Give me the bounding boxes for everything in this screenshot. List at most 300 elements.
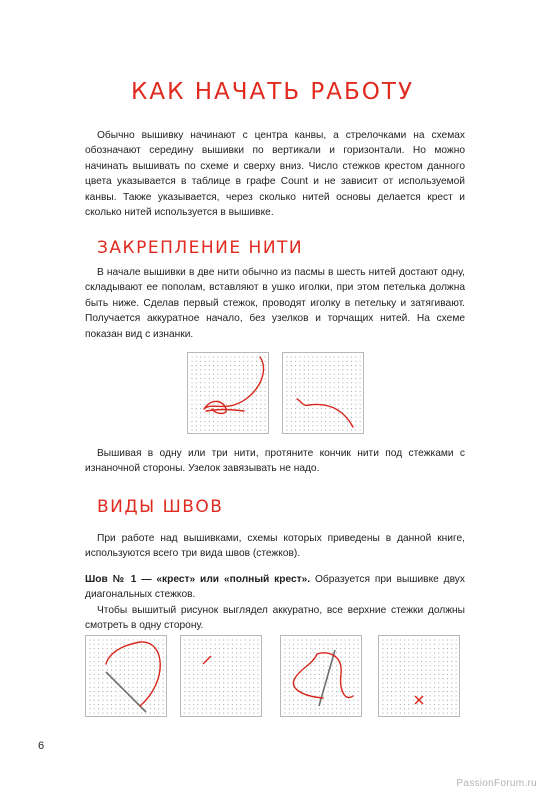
grid-dot — [252, 430, 253, 431]
grid-dot — [299, 361, 300, 362]
grid-dot — [336, 704, 337, 705]
grid-dot — [308, 399, 309, 400]
grid-dot — [295, 391, 296, 392]
grid-dot — [382, 682, 383, 683]
grid-dot — [358, 682, 359, 683]
grid-dot — [353, 657, 354, 658]
grid-dot — [209, 421, 210, 422]
grid-dot — [252, 408, 253, 409]
grid-dot — [327, 691, 328, 692]
grid-dot — [417, 657, 418, 658]
grid-dot — [317, 365, 318, 366]
grid-dot — [332, 704, 333, 705]
grid-dot — [206, 644, 207, 645]
grid-dot — [204, 361, 205, 362]
grid-dot — [240, 665, 241, 666]
grid-dot — [184, 691, 185, 692]
grid-dot — [253, 695, 254, 696]
grid-dot — [404, 670, 405, 671]
grid-dot — [163, 700, 164, 701]
grid-dot — [430, 674, 431, 675]
grid-dot — [456, 665, 457, 666]
grid-dot — [310, 708, 311, 709]
grid-dot — [234, 356, 235, 357]
grid-dot — [210, 678, 211, 679]
grid-dot — [338, 378, 339, 379]
grid-dot — [338, 374, 339, 375]
grid-dot — [94, 652, 95, 653]
grid-dot — [327, 648, 328, 649]
grid-dot — [336, 713, 337, 714]
grid-dot — [204, 382, 205, 383]
grid-dot — [387, 695, 388, 696]
grid-dot — [245, 674, 246, 675]
grid-dot — [413, 704, 414, 705]
grid-dot — [132, 678, 133, 679]
grid-dot — [332, 695, 333, 696]
grid-dot — [223, 700, 224, 701]
grid-dot — [329, 399, 330, 400]
grid-dot — [230, 395, 231, 396]
grid-dot — [234, 408, 235, 409]
grid-dot — [107, 682, 108, 683]
grid-dot — [355, 378, 356, 379]
grid-dot — [336, 700, 337, 701]
grid-dot — [245, 691, 246, 692]
grid-dot — [358, 700, 359, 701]
grid-dot — [258, 644, 259, 645]
grid-dot — [209, 374, 210, 375]
grid-dot — [252, 425, 253, 426]
grid-dot — [247, 369, 248, 370]
grid-dot — [451, 708, 452, 709]
grid-dot — [284, 700, 285, 701]
grid-dot — [230, 382, 231, 383]
grid-dot — [227, 648, 228, 649]
grid-dot — [226, 417, 227, 418]
grid-dot — [252, 387, 253, 388]
grid-dot — [202, 674, 203, 675]
grid-dot — [200, 425, 201, 426]
grid-dot — [391, 713, 392, 714]
grid-dot — [289, 678, 290, 679]
grid-dot — [304, 430, 305, 431]
grid-dot — [234, 387, 235, 388]
grid-dot — [323, 704, 324, 705]
grid-dot — [245, 687, 246, 688]
grid-dot — [347, 430, 348, 431]
grid-dot — [219, 682, 220, 683]
grid-dot — [265, 430, 266, 431]
grid-dot — [456, 674, 457, 675]
grid-dot — [98, 648, 99, 649]
grid-dot — [447, 678, 448, 679]
grid-dot — [319, 678, 320, 679]
grid-dot — [443, 713, 444, 714]
grid-dot — [94, 665, 95, 666]
grid-dot — [249, 639, 250, 640]
grid-dot — [289, 682, 290, 683]
grid-dot — [413, 691, 414, 692]
grid-dot — [342, 404, 343, 405]
grid-dot — [421, 691, 422, 692]
grid-dot — [319, 687, 320, 688]
grid-dot — [456, 657, 457, 658]
grid-dot — [293, 652, 294, 653]
grid-dot — [323, 695, 324, 696]
grid-dot — [120, 665, 121, 666]
grid-dot — [355, 361, 356, 362]
grid-dot — [438, 652, 439, 653]
grid-dot — [349, 648, 350, 649]
grid-dot — [353, 652, 354, 653]
grid-dot — [213, 430, 214, 431]
grid-dot — [340, 661, 341, 662]
grid-dot — [332, 682, 333, 683]
grid-dot — [191, 408, 192, 409]
grid-dot — [236, 665, 237, 666]
grid-dot — [413, 687, 414, 688]
grid-dot — [351, 361, 352, 362]
grid-dot — [299, 430, 300, 431]
grid-dot — [417, 674, 418, 675]
grid-dot — [258, 682, 259, 683]
grid-dot — [297, 657, 298, 658]
grid-dot — [258, 670, 259, 671]
grid-dot — [202, 661, 203, 662]
grid-dot — [400, 665, 401, 666]
grid-dot — [197, 652, 198, 653]
grid-dot — [247, 412, 248, 413]
grid-dot — [120, 695, 121, 696]
grid-dot — [413, 670, 414, 671]
grid-dot — [215, 682, 216, 683]
grid-dot — [236, 670, 237, 671]
grid-dot — [197, 695, 198, 696]
grid-dot — [210, 639, 211, 640]
grid-dot — [302, 678, 303, 679]
grid-dot — [206, 695, 207, 696]
grid-dot — [382, 639, 383, 640]
grid-dot — [443, 700, 444, 701]
grid-dot — [249, 700, 250, 701]
grid-dot — [312, 421, 313, 422]
grid-dot — [447, 644, 448, 645]
grid-dot — [209, 378, 210, 379]
grid-dot — [141, 700, 142, 701]
grid-dot — [345, 678, 346, 679]
grid-dot — [94, 657, 95, 658]
grid-dot — [297, 665, 298, 666]
grid-dot — [124, 704, 125, 705]
grid-dot — [226, 374, 227, 375]
grid-dot — [120, 661, 121, 662]
grid-dot — [209, 408, 210, 409]
grid-dot — [413, 644, 414, 645]
grid-dot — [421, 682, 422, 683]
grid-dot — [184, 678, 185, 679]
grid-dot — [451, 661, 452, 662]
grid-dot — [223, 670, 224, 671]
grid-dot — [293, 665, 294, 666]
grid-dot — [94, 670, 95, 671]
stitch-step-2-illustration — [181, 636, 261, 716]
grid-dot — [239, 408, 240, 409]
grid-dot — [284, 691, 285, 692]
grid-dot — [111, 652, 112, 653]
grid-dot — [98, 652, 99, 653]
grid-dot — [295, 369, 296, 370]
grid-dot — [349, 661, 350, 662]
grid-dot — [200, 399, 201, 400]
grid-dot — [325, 417, 326, 418]
stitch-step-1-illustration — [86, 636, 166, 716]
grid-dot — [438, 687, 439, 688]
grid-dot — [289, 691, 290, 692]
grid-dot — [286, 387, 287, 388]
grid-dot — [210, 691, 211, 692]
grid-dot — [89, 670, 90, 671]
grid-dot — [236, 695, 237, 696]
grid-dot — [323, 682, 324, 683]
grid-dot — [191, 421, 192, 422]
grid-dot — [226, 361, 227, 362]
grid-dot — [202, 639, 203, 640]
grid-dot — [319, 682, 320, 683]
grid-dot — [189, 678, 190, 679]
grid-dot — [191, 378, 192, 379]
grid-dot — [347, 361, 348, 362]
grid-dot — [247, 382, 248, 383]
grid-dot — [299, 421, 300, 422]
grid-dot — [258, 687, 259, 688]
grid-dot — [256, 391, 257, 392]
grid-dot — [200, 404, 201, 405]
grid-dot — [430, 657, 431, 658]
grid-dot — [243, 391, 244, 392]
grid-dot — [196, 430, 197, 431]
grid-dot — [196, 399, 197, 400]
grid-dot — [295, 421, 296, 422]
grid-dot — [421, 700, 422, 701]
grid-dot — [408, 639, 409, 640]
thread-line — [204, 357, 264, 414]
grid-dot — [265, 421, 266, 422]
grid-dot — [193, 644, 194, 645]
grid-dot — [323, 639, 324, 640]
grid-dot — [387, 639, 388, 640]
grid-dot — [302, 661, 303, 662]
grid-dot — [430, 678, 431, 679]
grid-dot — [217, 408, 218, 409]
grid-dot — [219, 674, 220, 675]
grid-dot — [434, 657, 435, 658]
grid-dot — [351, 404, 352, 405]
grid-dot — [98, 708, 99, 709]
grid-dot — [184, 704, 185, 705]
grid-dot — [325, 361, 326, 362]
grid-dot — [291, 408, 292, 409]
grid-dot — [145, 682, 146, 683]
grid-dot — [304, 412, 305, 413]
grid-dot — [210, 661, 211, 662]
grid-dot — [425, 652, 426, 653]
grid-dot — [351, 399, 352, 400]
grid-dot — [327, 639, 328, 640]
grid-dot — [232, 648, 233, 649]
grid-dot — [204, 369, 205, 370]
grid-dot — [202, 665, 203, 666]
grid-dot — [438, 657, 439, 658]
grid-dot — [327, 704, 328, 705]
grid-dot — [340, 652, 341, 653]
grid-dot — [102, 644, 103, 645]
grid-dot — [94, 661, 95, 662]
diagram-stitch-step-1 — [85, 635, 167, 717]
grid-dot — [297, 713, 298, 714]
securing-text-2: Вышивая в одну или три нити, протяните кончик нити под стежками с изнаночной стороны. Узелок завязывать не надо. — [85, 448, 465, 475]
grid-dot — [196, 421, 197, 422]
grid-dot — [334, 365, 335, 366]
grid-dot — [329, 378, 330, 379]
grid-dot — [191, 382, 192, 383]
grid-dot — [202, 648, 203, 649]
grid-dot — [252, 369, 253, 370]
grid-dot — [239, 430, 240, 431]
grid-dot — [289, 661, 290, 662]
grid-dot — [240, 687, 241, 688]
grid-dot — [265, 382, 266, 383]
grid-dot — [302, 695, 303, 696]
grid-dot — [94, 674, 95, 675]
grid-dot — [219, 670, 220, 671]
grid-dot — [345, 691, 346, 692]
grid-dot — [430, 687, 431, 688]
grid-dot — [163, 648, 164, 649]
grid-dot — [89, 691, 90, 692]
grid-dot — [382, 670, 383, 671]
grid-dot — [447, 639, 448, 640]
grid-dot — [425, 713, 426, 714]
grid-dot — [299, 408, 300, 409]
grid-dot — [321, 387, 322, 388]
grid-dot — [297, 682, 298, 683]
grid-dot — [284, 713, 285, 714]
grid-dot — [291, 421, 292, 422]
grid-dot — [222, 374, 223, 375]
grid-dot — [256, 417, 257, 418]
grid-dot — [408, 700, 409, 701]
grid-dot — [342, 374, 343, 375]
grid-dot — [94, 700, 95, 701]
grid-dot — [243, 408, 244, 409]
grid-dot — [193, 657, 194, 658]
grid-dot — [312, 356, 313, 357]
grid-dot — [325, 374, 326, 375]
grid-dot — [382, 661, 383, 662]
grid-dot — [252, 356, 253, 357]
grid-dot — [400, 700, 401, 701]
grid-dot — [239, 421, 240, 422]
grid-dot — [306, 644, 307, 645]
grid-dot — [338, 356, 339, 357]
grid-dot — [434, 674, 435, 675]
grid-dot — [137, 695, 138, 696]
grid-dot — [299, 365, 300, 366]
grid-dot — [232, 652, 233, 653]
grid-dot — [202, 700, 203, 701]
grid-dot — [323, 708, 324, 709]
grid-dot — [306, 648, 307, 649]
grid-dot — [323, 700, 324, 701]
grid-dot — [217, 361, 218, 362]
grid-dot — [353, 665, 354, 666]
page-title: КАК НАЧАТЬ РАБОТУ — [131, 79, 414, 105]
grid-dot — [213, 387, 214, 388]
grid-dot — [115, 665, 116, 666]
grid-dot — [111, 670, 112, 671]
grid-dot — [312, 417, 313, 418]
grid-dot — [358, 687, 359, 688]
grid-dot — [358, 713, 359, 714]
grid-dot — [213, 408, 214, 409]
grid-dot — [217, 356, 218, 357]
grid-dot — [321, 408, 322, 409]
grid-dot — [321, 391, 322, 392]
grid-dot — [223, 648, 224, 649]
grid-dot — [312, 369, 313, 370]
grid-dot — [219, 648, 220, 649]
grid-dot — [189, 644, 190, 645]
grid-dot — [451, 700, 452, 701]
grid-dot — [295, 404, 296, 405]
grid-dot — [243, 421, 244, 422]
grid-dot — [163, 704, 164, 705]
grid-dot — [395, 670, 396, 671]
grid-dot — [434, 700, 435, 701]
grid-dot — [421, 678, 422, 679]
grid-dot — [111, 661, 112, 662]
grid-dot — [249, 713, 250, 714]
grid-dot — [240, 670, 241, 671]
grid-dot — [404, 639, 405, 640]
grid-dot — [404, 657, 405, 658]
grid-dot — [408, 644, 409, 645]
grid-dot — [197, 687, 198, 688]
grid-dot — [336, 695, 337, 696]
grid-dot — [360, 408, 361, 409]
grid-dot — [447, 708, 448, 709]
grid-dot — [247, 417, 248, 418]
grid-dot — [249, 657, 250, 658]
grid-dot — [404, 704, 405, 705]
grid-dot — [115, 713, 116, 714]
grid-dot — [107, 691, 108, 692]
grid-dot — [219, 695, 220, 696]
grid-dot — [417, 648, 418, 649]
grid-dot — [319, 713, 320, 714]
grid-dot — [360, 382, 361, 383]
grid-dot — [334, 404, 335, 405]
grid-dot — [209, 391, 210, 392]
grid-dot — [137, 661, 138, 662]
grid-dot — [120, 657, 121, 658]
grid-dot — [358, 652, 359, 653]
grid-dot — [234, 391, 235, 392]
grid-dot — [447, 648, 448, 649]
grid-dot — [297, 700, 298, 701]
grid-dot — [408, 661, 409, 662]
